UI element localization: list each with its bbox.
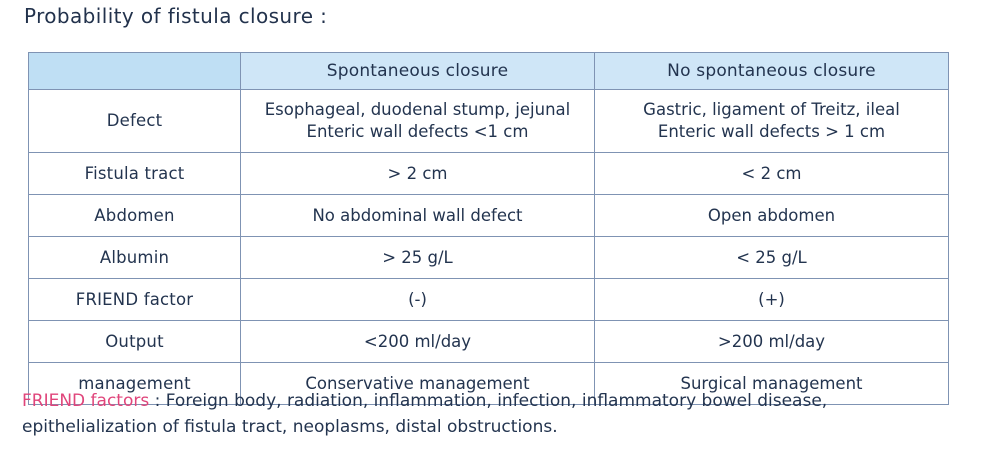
table-row <box>29 279 949 321</box>
cell-management-no-spontaneous: Surgical management <box>595 363 949 405</box>
row-label-friend-factor: FRIEND factor <box>29 279 241 321</box>
cell-abdomen-no-spontaneous: Open abdomen <box>595 195 949 237</box>
table-row <box>29 90 949 153</box>
cell-output-spontaneous: <200 ml/day <box>241 321 595 363</box>
column-header-spontaneous: Spontaneous closure <box>241 53 595 90</box>
cell-line: Esophageal, duodenal stump, jejunal <box>264 100 571 120</box>
table-corner-cell <box>29 53 241 90</box>
cell-albumin-no-spontaneous: < 25 g/L <box>595 237 949 279</box>
table-row <box>29 237 949 279</box>
page-title: Probability of fistula closure : <box>24 4 328 28</box>
cell-line: Gastric, ligament of Treitz, ileal <box>643 100 900 120</box>
row-label-fistula-tract: Fistula tract <box>29 153 241 195</box>
table-row <box>29 195 949 237</box>
cell-fistula-tract-spontaneous: > 2 cm <box>241 153 595 195</box>
cell-abdomen-spontaneous: No abdominal wall defect <box>241 195 595 237</box>
row-label-albumin: Albumin <box>29 237 241 279</box>
cell-fistula-tract-no-spontaneous: < 2 cm <box>595 153 949 195</box>
cell-line: Enteric wall defects <1 cm <box>306 122 529 141</box>
row-label-management: management <box>29 363 241 405</box>
row-label-defect: Defect <box>29 90 241 153</box>
cell-albumin-spontaneous: > 25 g/L <box>241 237 595 279</box>
cell-output-no-spontaneous: >200 ml/day <box>595 321 949 363</box>
table-body <box>29 90 949 405</box>
footnote <box>22 388 962 441</box>
row-label-output: Output <box>29 321 241 363</box>
table-header <box>29 53 949 90</box>
cell-defect-no-spontaneous <box>595 90 949 153</box>
row-label-abdomen: Abdomen <box>29 195 241 237</box>
cell-friend-factor-spontaneous: (-) <box>241 279 595 321</box>
footnote-highlight: FRIEND factors <box>22 391 150 411</box>
table-row <box>29 153 949 195</box>
cell-management-spontaneous: Conservative management <box>241 363 595 405</box>
column-header-no-spontaneous: No spontaneous closure <box>595 53 949 90</box>
fistula-closure-table <box>28 52 949 405</box>
table-row <box>29 321 949 363</box>
cell-friend-factor-no-spontaneous: (+) <box>595 279 949 321</box>
footnote-text: : Foreign body, radiation, inflammation, infection, inflammatory bowel disease, epithelialization of fistula tract, neoplasms, distal obstructions. <box>22 391 828 438</box>
cell-defect-spontaneous <box>241 90 595 153</box>
cell-line: Enteric wall defects > 1 cm <box>657 122 886 141</box>
